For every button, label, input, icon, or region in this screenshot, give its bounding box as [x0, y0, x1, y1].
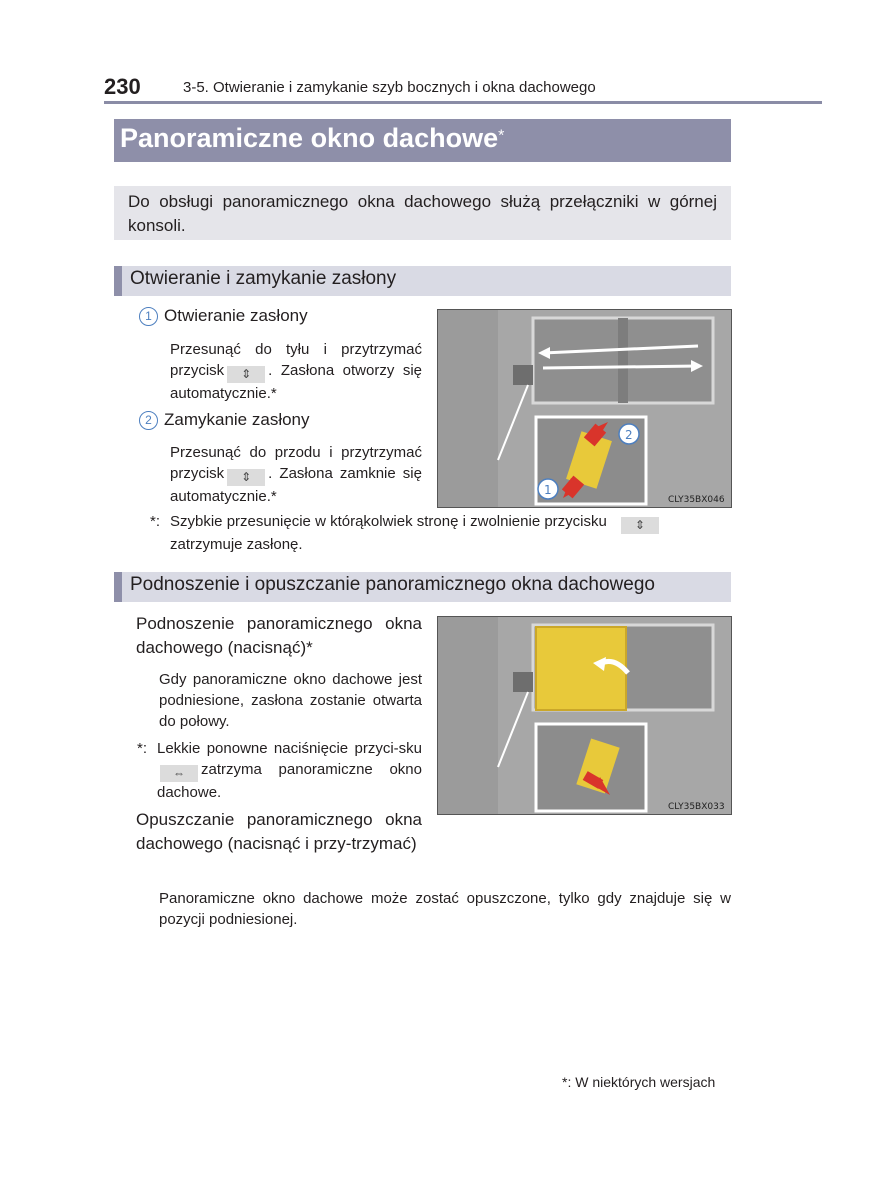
callout-number-1: 1: [139, 307, 158, 326]
figure-curtain-switch: [437, 309, 732, 508]
callout-number-2: 2: [139, 411, 158, 430]
figure-roof-switch: [437, 616, 732, 815]
intro-box: Do obsługi panoramicznego okna dachowego służą przełączniki w górnej konsoli.: [114, 186, 731, 240]
desc-text: Przesunąć do przodu i przytrzymać przycisk: [170, 444, 422, 482]
footnote-text: zatrzymuje zasłonę.: [170, 536, 303, 553]
desc-text: Przesunąć do tyłu i przytrzymać przycisk: [170, 341, 422, 379]
desc-text: . Zasłona otworzy się automatycznie.*: [170, 362, 422, 402]
roof-switch-icon: ⇔: [160, 765, 198, 782]
item-desc-open: [170, 339, 422, 404]
figure-code: CLY35BX033: [668, 802, 725, 812]
page-footnote: [562, 1074, 715, 1090]
item-lower-roof: Opuszczanie panoramicznego okna dachowego (nacisnąć i przy-trzymać): [136, 810, 422, 853]
item-label: Otwieranie zasłony: [164, 306, 308, 325]
page-title: Panoramiczne okno dachowe: [120, 123, 499, 153]
footnote-text: W niektórych wersjach: [575, 1074, 716, 1090]
section-heading-curtain: Otwieranie i zamykanie zasłony: [114, 266, 731, 296]
item-open-curtain: [139, 306, 308, 326]
section-heading-roof: Podnoszenie i opuszczanie panoramicznego okna dachowego: [114, 572, 731, 602]
curtain-switch-icon: ⇕: [227, 469, 265, 486]
desc-text: . Zasłona zamknie się automatycznie.*: [170, 465, 422, 505]
figure-curtain-illustration: [438, 310, 731, 507]
title-star: *: [498, 127, 505, 145]
page-number: 230: [104, 74, 141, 99]
footnote-mark: *:: [562, 1074, 572, 1090]
item-label: Zamykanie zasłony: [164, 410, 310, 429]
item-desc-raise: Gdy panoramiczne okno dachowe jest podniesione, zasłona zostanie otwarta do połowy.: [159, 671, 422, 730]
footnote-text: Szybkie przesunięcie w którąkolwiek stronę i zwolnienie przycisku: [170, 513, 607, 530]
figure-roof-illustration: [438, 617, 731, 814]
curtain-switch-icon: ⇕: [227, 366, 265, 383]
footnote-curtain: [170, 511, 740, 555]
figure-code: CLY35BX046: [668, 495, 725, 505]
curtain-switch-icon: ⇕: [621, 517, 659, 534]
footnote-mark: *:: [137, 740, 148, 757]
running-header: 3-5. Otwieranie i zamykanie szyb bocznych i okna dachowego: [183, 79, 596, 96]
footnote-roof: [157, 738, 422, 803]
item-desc-close: [170, 442, 422, 507]
callout-1: 1: [544, 483, 552, 497]
footnote-text: zatrzyma panoramiczne okno dachowe.: [157, 761, 422, 801]
callout-2: 2: [625, 428, 633, 442]
header-rule: [104, 101, 822, 104]
title-bar: [114, 119, 731, 162]
item-close-curtain: [139, 410, 310, 430]
item-desc-lower: Panoramiczne okno dachowe może zostać opuszczone, tylko gdy znajduje się w pozycji podniesionej.: [159, 890, 731, 928]
footnote-text: Lekkie ponowne naciśnięcie przyci-sku: [157, 740, 422, 757]
item-raise-roof: Podnoszenie panoramicznego okna dachowego (nacisnąć)*: [136, 614, 422, 657]
footnote-mark: *:: [150, 513, 161, 530]
